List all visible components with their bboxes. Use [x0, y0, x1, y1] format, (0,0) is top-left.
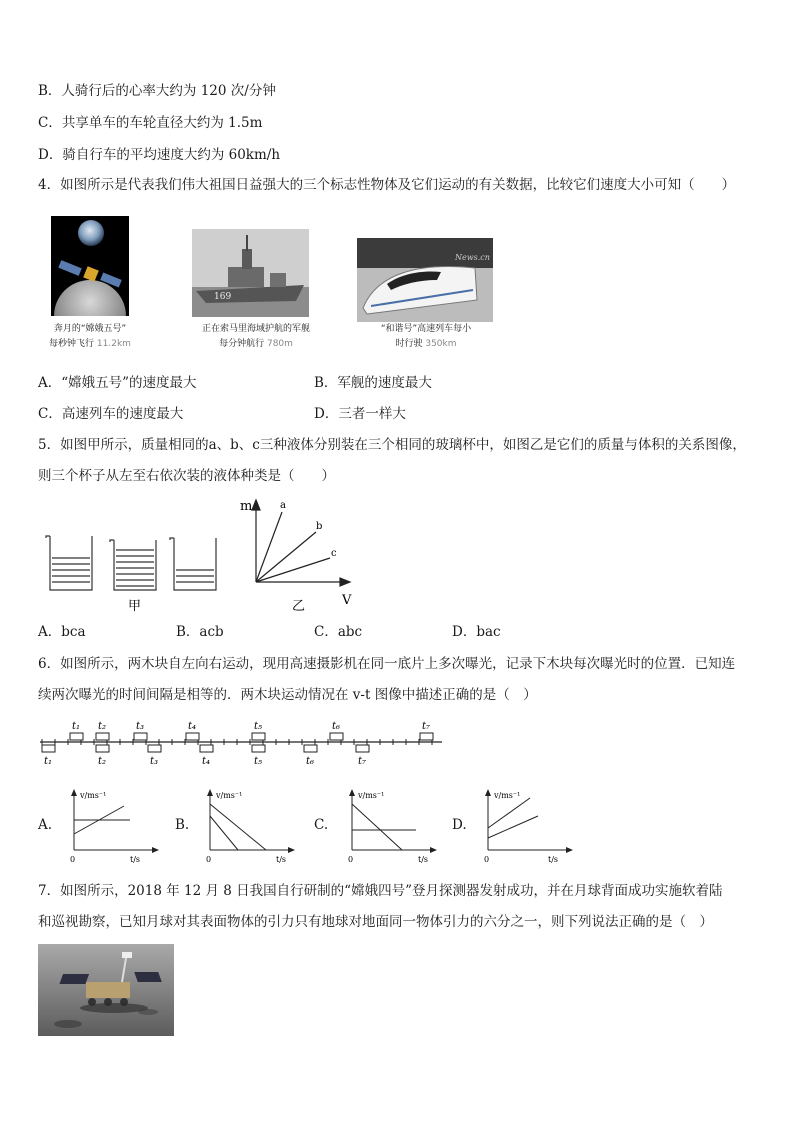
line-b-label: b: [316, 521, 323, 532]
q5-stem-line1: 5．如图甲所示，质量相同的a、b、c三种液体分别装在三个相同的玻璃杯中，如图乙是它们的质量与体积的关系图像，: [38, 437, 746, 453]
vt-graph-a: [62, 786, 166, 868]
q6-option-b-letter: B.: [175, 817, 190, 833]
graph-d-xlabel: t/s: [548, 855, 559, 864]
warship-photo: [192, 229, 309, 317]
top-exposure-1-label: t₁: [72, 721, 81, 732]
q4-option-c: C．高速列车的速度最大: [38, 406, 184, 422]
beaker-3: [170, 538, 216, 590]
top-exposure-2-label: t₂: [98, 721, 107, 732]
top-exposure-7-block: [420, 733, 433, 740]
top-exposure-3-label: t₃: [136, 721, 145, 732]
top-exposure-1-block: [70, 733, 83, 740]
q3-option-c: C．共享单车的车轮直径大约为 1.5m: [38, 115, 263, 131]
lunar-rover-photo: [38, 944, 174, 1036]
bottom-exposure-5-block: [252, 745, 265, 752]
graph-a-origin: 0: [70, 855, 76, 864]
bottom-exposure-4-label: t₄: [202, 756, 211, 767]
top-exposure-6-block: [330, 733, 343, 740]
graph-d-line-1: [488, 798, 530, 828]
vt-graph-c: [340, 786, 444, 868]
graph-c-falling-line: [352, 804, 402, 850]
hull-number: 169: [214, 292, 232, 302]
q6-option-a-letter: A.: [38, 817, 53, 833]
graph-c-origin: 0: [348, 855, 354, 864]
mv-graph: [252, 500, 350, 586]
top-exposure-3-block: [134, 733, 147, 740]
q6-option-c-letter: C.: [314, 817, 329, 833]
bottom-exposure-3-block: [148, 745, 161, 752]
bottom-exposure-2-block: [96, 745, 109, 752]
change5-photo: [51, 216, 129, 316]
q7-stem-line1: 7．如图所示，2018 年 12 月 8 日我国自行研制的“嫦娥四号”登月探测器发射成功，并在月球背面成功实施软着陆: [38, 883, 723, 899]
q3-option-d: D．骑自行车的平均速度大约为 60km/h: [38, 147, 281, 163]
bottom-exposure-3-label: t₃: [150, 756, 159, 767]
axis-v-label: V: [342, 593, 352, 608]
top-exposure-5-label: t₅: [254, 721, 263, 732]
caption-1-value: 11.2km: [96, 339, 131, 349]
graph-c-ylabel: v/ms⁻¹: [358, 791, 385, 800]
top-block-row: [70, 721, 433, 740]
graph-b-origin: 0: [206, 855, 212, 864]
graph-b-xlabel: t/s: [276, 855, 287, 864]
line-c: [256, 558, 330, 582]
graph-b-ylabel: v/ms⁻¹: [216, 791, 243, 800]
q3-option-b: B．人骑行后的心率大约为 120 次/分钟: [38, 83, 276, 99]
earth-icon: [78, 220, 104, 246]
q5-figure: [36, 494, 366, 614]
q4-caption-3: [356, 322, 496, 352]
q5-option-d: D．bac: [452, 624, 501, 640]
top-exposure-7-label: t₇: [422, 721, 431, 732]
top-exposure-4-block: [186, 733, 199, 740]
beaker-2: [110, 540, 156, 590]
graph-d-line-2: [488, 816, 538, 838]
q5-option-a: A．bca: [38, 624, 86, 640]
q4-caption-1: [40, 322, 140, 352]
line-c-label: c: [331, 548, 337, 559]
caption-3-line1: “和谐号”高速列车每小: [380, 324, 472, 334]
q4-option-b: B．军舰的速度最大: [314, 375, 432, 391]
figure-jia-label: 甲: [128, 599, 142, 614]
axis-m-label: m: [240, 499, 253, 514]
top-exposure-6-label: t₆: [332, 721, 341, 732]
graph-a-xlabel: t/s: [130, 855, 141, 864]
graph-b-line-1: [210, 804, 266, 850]
bottom-exposure-5-label: t₅: [254, 756, 263, 767]
top-exposure-5-block: [252, 733, 265, 740]
figure-yi-label: 乙: [292, 599, 306, 614]
vt-graph-d: [476, 786, 580, 868]
graph-a-ylabel: v/ms⁻¹: [80, 791, 107, 800]
bottom-exposure-6-label: t₆: [306, 756, 315, 767]
graph-d-origin: 0: [484, 855, 490, 864]
q4-caption-2: [180, 322, 332, 352]
exposure-strip: [38, 716, 448, 768]
caption-2-line2: 每分钟航行: [219, 339, 265, 349]
q4-stem: 4．如图所示是代表我们伟大祖国日益强大的三个标志性物体及它们运动的有关数据，比较它们速度大小可知（ ）: [38, 177, 736, 193]
line-a-label: a: [280, 500, 286, 511]
q4-option-d: D．三者一样大: [314, 406, 406, 422]
q5-stem-line2: 则三个杯子从左至右依次装的液体种类是（ ）: [38, 468, 335, 484]
q6-option-d-letter: D.: [452, 817, 467, 833]
photo-watermark: News.cn: [455, 253, 490, 262]
train-photo: [357, 238, 493, 322]
graph-b-line-2: [210, 816, 238, 850]
bottom-block-row: [42, 745, 369, 767]
beaker-1: [46, 536, 92, 590]
bottom-exposure-7-block: [356, 745, 369, 752]
q4-option-a: A．“嫦娥五号”的速度最大: [38, 375, 197, 391]
q6-stem-line2: 续两次曝光的时间间隔是相等的．两木块运动情况在 v-t 图像中描述正确的是（ ）: [38, 687, 537, 703]
graph-c-xlabel: t/s: [418, 855, 429, 864]
bottom-exposure-7-label: t₇: [358, 756, 367, 767]
q5-option-b: B．acb: [176, 624, 224, 640]
caption-1-line1: 奔月的“嫦娥五号”: [53, 324, 127, 334]
bottom-exposure-2-label: t₂: [98, 756, 107, 767]
bottom-exposure-1-block: [42, 745, 55, 752]
q6-stem-line1: 6．如图所示，两木块自左向右运动，现用高速摄影机在同一底片上多次曝光，记录下木块每次曝光时的位置．已知连: [38, 656, 736, 672]
caption-1-line2: 每秒钟飞行: [49, 339, 95, 349]
bottom-exposure-1-label: t₁: [44, 756, 53, 767]
bottom-exposure-6-block: [304, 745, 317, 752]
vt-graph-b: [198, 786, 302, 868]
caption-2-line1: 正在索马里海域护航的军舰: [201, 324, 310, 334]
bottom-exposure-4-block: [200, 745, 213, 752]
caption-3-value: 350km: [425, 339, 457, 349]
caption-3-line2: 时行驶: [395, 339, 423, 349]
graph-d-ylabel: v/ms⁻¹: [494, 791, 521, 800]
top-exposure-2-block: [96, 733, 109, 740]
q5-option-c: C．abc: [314, 624, 363, 640]
top-exposure-4-label: t₄: [188, 721, 197, 732]
caption-2-value: 780m: [266, 339, 293, 349]
q7-stem-line2: 和巡视勘察，已知月球对其表面物体的引力只有地球对地面同一物体引力的六分之一，则下列说法正确的是（ ）: [38, 914, 713, 930]
